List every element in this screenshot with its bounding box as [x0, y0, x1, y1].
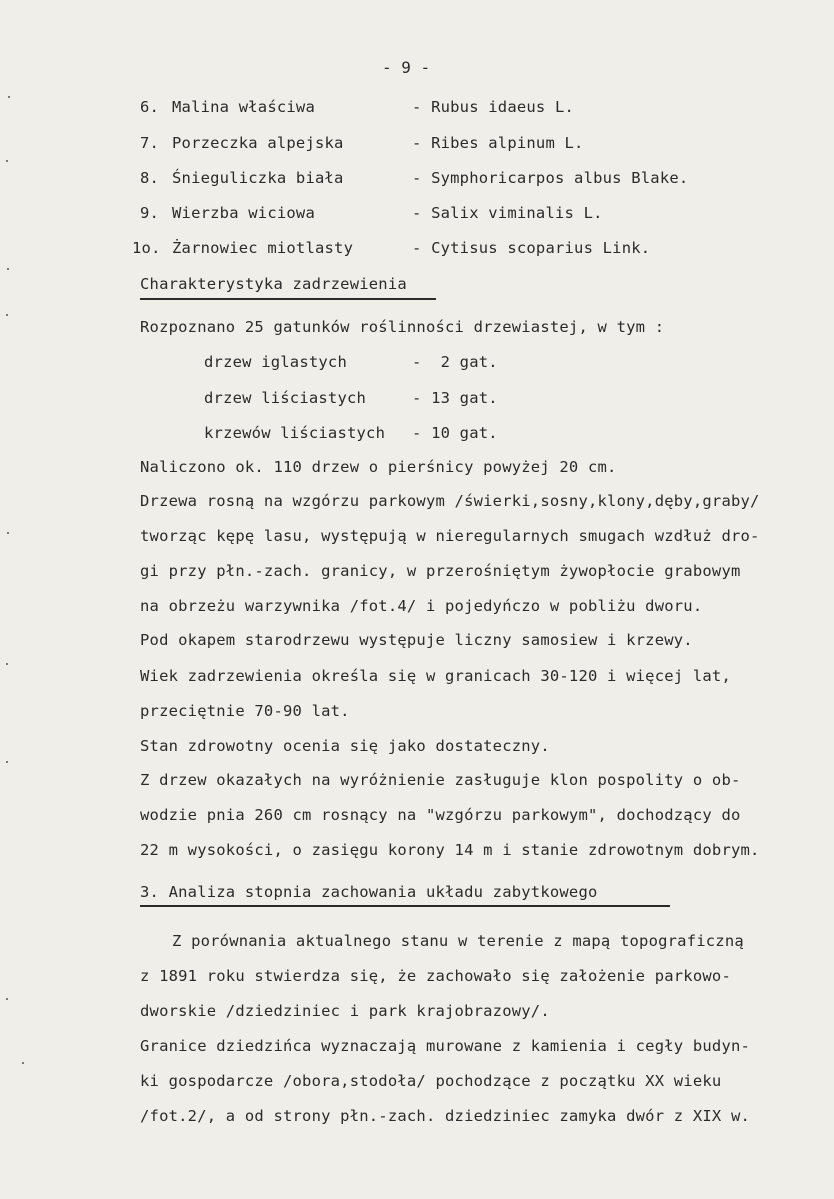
- body-line: na obrzeżu warzywnika /fot.4/ i pojedyńczo w pobliżu dworu.: [140, 597, 703, 615]
- species-num: 6.: [140, 98, 160, 116]
- section-3-line: ki gospodarcze /obora,stodoła/ pochodzące z początku XX wieku: [140, 1072, 722, 1090]
- species-num: 8.: [140, 169, 160, 187]
- section-3-line: /fot.2/, a od strony płn.-zach. dziedziniec zamyka dwór z XIX w.: [140, 1107, 751, 1125]
- section-3-line: dworskie /dziedziniec i park krajobrazowy/.: [140, 1002, 550, 1020]
- count-value: - 2 gat.: [412, 353, 498, 371]
- scan-speck: [8, 96, 10, 98]
- section-3-line: Z porównania aktualnego stanu w terenie z mapą topograficzną: [172, 932, 744, 950]
- section-heading: Charakterystyka zadrzewienia: [140, 275, 407, 293]
- scan-speck: [6, 314, 8, 316]
- species-latin: - Rubus idaeus L.: [412, 98, 575, 116]
- body-line: Stan zdrowotny ocenia się jako dostateczny.: [140, 737, 550, 755]
- body-line: wodzie pnia 260 cm rosnący na "wzgórzu parkowym", dochodzący do: [140, 806, 741, 824]
- body-line: Naliczono ok. 110 drzew o pierśnicy powyżej 20 cm.: [140, 458, 617, 476]
- species-num: 1o.: [132, 239, 161, 257]
- species-name: Żarnowiec miotlasty: [172, 239, 354, 257]
- species-name: Porzeczka alpejska: [172, 134, 344, 152]
- scan-speck: [22, 1062, 24, 1064]
- species-name: Wierzba wiciowa: [172, 204, 315, 222]
- body-line: tworząc kępę lasu, występują w nieregularnych smugach wzdłuż dro-: [140, 527, 760, 545]
- scan-speck: [6, 160, 8, 162]
- scan-speck: [7, 532, 9, 534]
- section-3-heading: 3. Analiza stopnia zachowania układu zabytkowego: [140, 883, 598, 901]
- body-line: gi przy płn.-zach. granicy, w przerośniętym żywopłocie grabowym: [140, 562, 741, 580]
- species-latin: - Cytisus scoparius Link.: [412, 239, 651, 257]
- body-line: Drzewa rosną na wzgórzu parkowym /świerki,sosny,klony,dęby,graby/: [140, 492, 760, 510]
- scan-speck: [6, 663, 8, 665]
- count-value: - 13 gat.: [412, 389, 498, 407]
- species-num: 9.: [140, 204, 160, 222]
- species-name: Malina właściwa: [172, 98, 315, 116]
- heading-underline: [140, 298, 436, 300]
- count-label: drzew iglastych: [204, 353, 347, 371]
- species-latin: - Ribes alpinum L.: [412, 134, 584, 152]
- body-line: Pod okapem starodrzewu występuje liczny samosiew i krzewy.: [140, 631, 693, 649]
- page-number: - 9 -: [382, 58, 431, 77]
- species-latin: - Symphoricarpos albus Blake.: [412, 169, 689, 187]
- species-num: 7.: [140, 134, 160, 152]
- count-label: drzew liściastych: [204, 389, 367, 407]
- recognized-line: Rozpoznano 25 gatunków roślinności drzewiastej, w tym :: [140, 318, 665, 336]
- body-line: Z drzew okazałych na wyróżnienie zasługuje klon pospolity o ob-: [140, 771, 741, 789]
- body-line: Wiek zadrzewienia określa się w granicach 30-120 i więcej lat,: [140, 667, 731, 685]
- species-latin: - Salix viminalis L.: [412, 204, 603, 222]
- scan-speck: [7, 268, 9, 270]
- section-3-line: z 1891 roku stwierdza się, że zachowało się założenie parkowo-: [140, 967, 731, 985]
- section-3-underline: [140, 905, 670, 907]
- scan-speck: [6, 761, 8, 763]
- count-value: - 10 gat.: [412, 424, 498, 442]
- body-line: 22 m wysokości, o zasięgu korony 14 m i stanie zdrowotnym dobrym.: [140, 841, 760, 859]
- body-line: przeciętnie 70-90 lat.: [140, 702, 350, 720]
- count-label: krzewów liściastych: [204, 424, 386, 442]
- species-name: Śnieguliczka biała: [172, 169, 344, 187]
- section-3-line: Granice dziedzińca wyznaczają murowane z kamienia i cegły budyn-: [140, 1037, 751, 1055]
- scan-speck: [6, 998, 8, 1000]
